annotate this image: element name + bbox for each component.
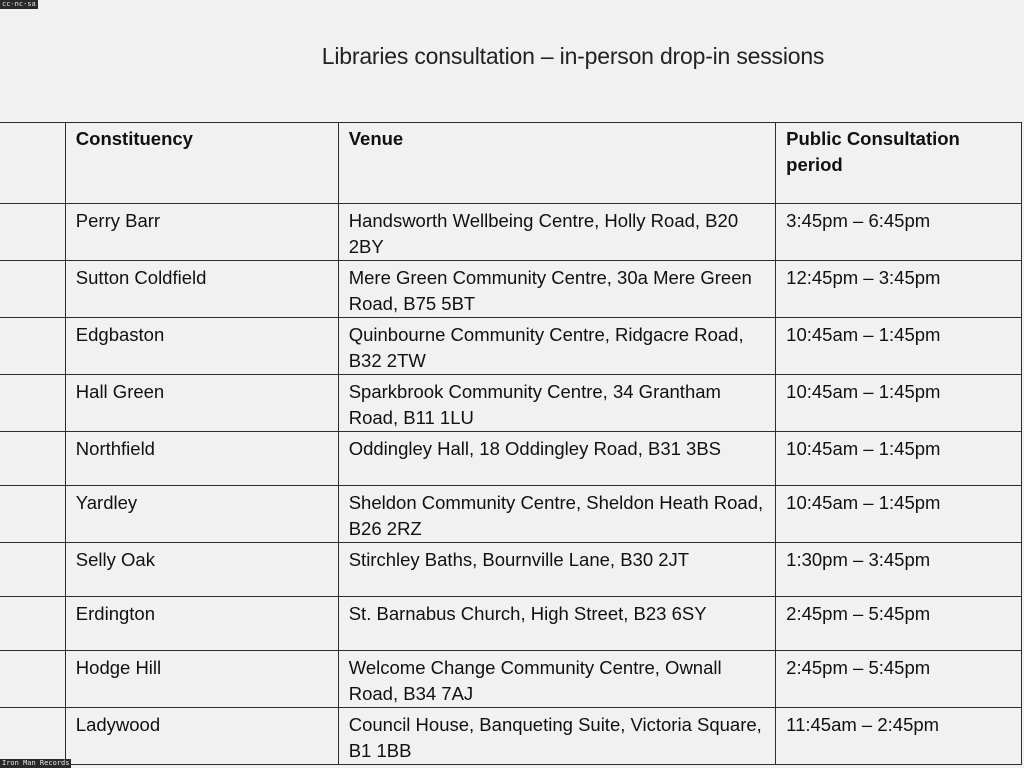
- row-blank-cell: [0, 543, 65, 597]
- constituency-cell: Perry Barr: [65, 204, 338, 261]
- table-row: [0, 708, 1022, 765]
- period-cell: 1:30pm – 3:45pm: [776, 543, 1022, 597]
- row-blank-cell: [0, 261, 65, 318]
- page-title: Libraries consultation – in-person drop-in sessions: [321, 43, 825, 69]
- table-row: [0, 432, 1022, 486]
- header-period: Public Consultation period: [776, 123, 1022, 204]
- period-cell: 10:45am – 1:45pm: [776, 318, 1022, 375]
- table-row: [0, 651, 1022, 708]
- source-watermark: Iron Man Records: [2, 759, 70, 767]
- table-row: [0, 486, 1022, 543]
- period-cell: 3:45pm – 6:45pm: [776, 204, 1022, 261]
- period-cell: 10:45am – 1:45pm: [776, 432, 1022, 486]
- period-cell: 2:45pm – 5:45pm: [776, 597, 1022, 651]
- constituency-cell: Hodge Hill: [65, 651, 338, 708]
- period-cell: 10:45am – 1:45pm: [776, 486, 1022, 543]
- constituency-cell: Ladywood: [65, 708, 338, 765]
- table-row: [0, 318, 1022, 375]
- table-row: [0, 375, 1022, 432]
- venue-cell: Quinbourne Community Centre, Ridgacre Road, B32 2TW: [338, 318, 775, 375]
- row-blank-cell: [0, 204, 65, 261]
- header-venue: Venue: [338, 123, 775, 204]
- venue-cell: Handsworth Wellbeing Centre, Holly Road, B20 2BY: [338, 204, 775, 261]
- table-row: [0, 597, 1022, 651]
- sessions-table: [0, 122, 1022, 765]
- table-row: [0, 261, 1022, 318]
- period-cell: 12:45pm – 3:45pm: [776, 261, 1022, 318]
- venue-cell: St. Barnabus Church, High Street, B23 6SY: [338, 597, 775, 651]
- venue-cell: Mere Green Community Centre, 30a Mere Green Road, B75 5BT: [338, 261, 775, 318]
- venue-cell: Stirchley Baths, Bournville Lane, B30 2JT: [338, 543, 775, 597]
- constituency-cell: Edgbaston: [65, 318, 338, 375]
- constituency-cell: Sutton Coldfield: [65, 261, 338, 318]
- license-watermark: cc-nc-sa: [2, 0, 36, 8]
- row-blank-cell: [0, 597, 65, 651]
- period-cell: 10:45am – 1:45pm: [776, 375, 1022, 432]
- table-header-row: [0, 123, 1022, 204]
- row-blank-cell: [0, 432, 65, 486]
- table-row: [0, 543, 1022, 597]
- constituency-cell: Selly Oak: [65, 543, 338, 597]
- row-blank-cell: [0, 651, 65, 708]
- table-body: [0, 204, 1022, 765]
- venue-cell: Sparkbrook Community Centre, 34 Grantham Road, B11 1LU: [338, 375, 775, 432]
- constituency-cell: Erdington: [65, 597, 338, 651]
- constituency-cell: Northfield: [65, 432, 338, 486]
- row-blank-cell: [0, 318, 65, 375]
- row-blank-cell: [0, 375, 65, 432]
- venue-cell: Welcome Change Community Centre, Ownall Road, B34 7AJ: [338, 651, 775, 708]
- venue-cell: Sheldon Community Centre, Sheldon Heath Road, B26 2RZ: [338, 486, 775, 543]
- header-constituency: Constituency: [65, 123, 338, 204]
- header-blank-cell: [0, 123, 65, 204]
- period-cell: 2:45pm – 5:45pm: [776, 651, 1022, 708]
- period-cell: 11:45am – 2:45pm: [776, 708, 1022, 765]
- row-blank-cell: [0, 486, 65, 543]
- constituency-cell: Hall Green: [65, 375, 338, 432]
- row-blank-cell: [0, 708, 65, 765]
- venue-cell: Council House, Banqueting Suite, Victoria Square, B1 1BB: [338, 708, 775, 765]
- venue-cell: Oddingley Hall, 18 Oddingley Road, B31 3BS: [338, 432, 775, 486]
- table-row: [0, 204, 1022, 261]
- constituency-cell: Yardley: [65, 486, 338, 543]
